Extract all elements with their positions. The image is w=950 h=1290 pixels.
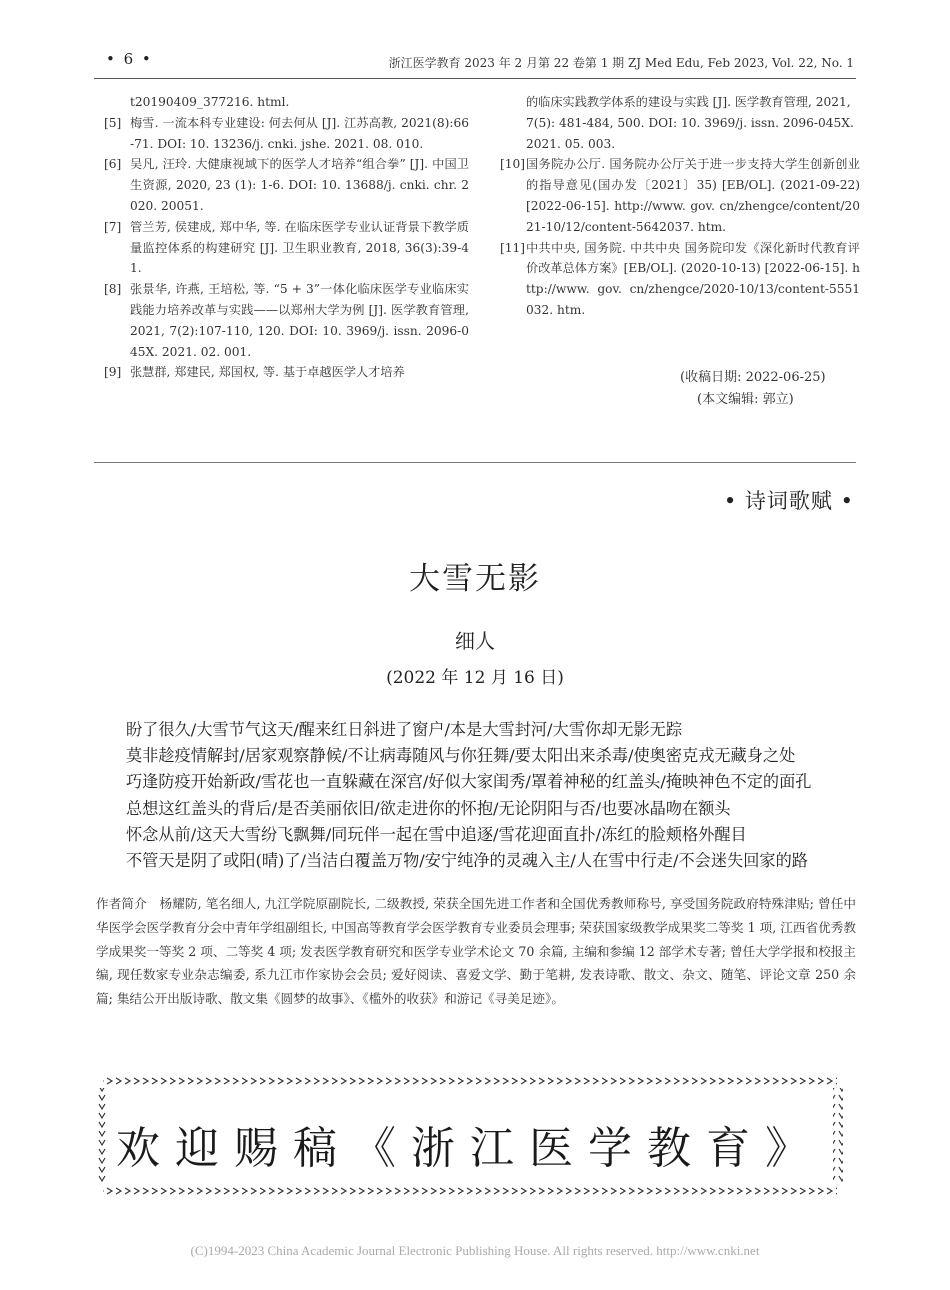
author-bio: 作者简介 杨耀防, 笔名细人, 九江学院原副院长, 二级教授, 荣获全国先进工作者和全国优秀教师称号, 享受国务院政府特殊津贴; 曾任中华医学会医学教育分会中青年学组副组长, 中国高等教育学会医学教育专业委员会理事; 荣获国家级教学成果奖二等奖 1 项, 江西省优秀教学成果奖一等奖 2 项、二等奖 4 项; 发表医学教育研究和医学专业学术论文 70 余篇, 主编和参编 12 部学术专著; 曾任大学学报和校报主编, 现任数家专业杂志编委, 系九江市作家协会会员; 爱好阅读、喜爱文学、勤于笔耕, 发表诗歌、散文、杂文、随笔、评论文章 250 余篇; 集结公开出版诗歌、散文集《圆梦的故事》、《槛外的收获》和游记《寻美足迹》。: [96, 896, 856, 1007]
banner-text: 欢迎赐稿《浙江医学教育》: [116, 1123, 824, 1174]
reference-text: 吴凡, 汪玲. 大健康视域下的医学人才培养“组合拳” [J]. 中国卫生资源, 2020, 23 (1): 1-6. DOI: 10. 13688/j. cnki. chr. 2020. 20051.: [130, 157, 469, 213]
reference-continuation: 的临床实践教学体系的建设与实践 [J]. 医学教育管理, 2021, 7(5): 481-484, 500. DOI: 10. 3969/j. issn. 2096-045X. 2021. 05. 003.: [526, 95, 854, 151]
reference-text: 张慧群, 郑建民, 郑国权, 等. 基于卓越医学人才培养: [130, 365, 405, 380]
poem-title: 大雪无影: [409, 561, 541, 597]
reference-item: [500, 238, 860, 321]
submission-banner: [97, 1076, 843, 1195]
poem-line: 盼了很久/大雪节气这天/醒来红日斜进了窗户/本是大雪封河/大雪你却无影无踪: [126, 720, 683, 739]
reference-number: [6]: [104, 157, 122, 172]
section-divider: [94, 462, 856, 463]
received-date: (收稿日期: 2022-06-25): [680, 370, 826, 385]
reference-item: [104, 279, 469, 362]
reference-number: [11]: [500, 240, 526, 255]
header-rule: [94, 78, 856, 79]
poem-line: 怀念从前/这天大雪纷飞飘舞/同玩伴一起在雪中追逐/雪花迎面直扑/冻红的脸颊格外醒目: [126, 824, 747, 844]
reference-number: [8]: [104, 282, 122, 297]
reference-item: [104, 217, 469, 279]
poem-body: [126, 717, 846, 874]
reference-continuation: t20190409_377216. html.: [130, 95, 290, 109]
copyright-watermark: (C)1994-2023 China Academic Journal Electronic Publishing House. All rights reserved. http://www.cnki.net: [190, 1243, 760, 1258]
column-label: • 诗词歌赋 •: [723, 489, 854, 513]
reference-text: 国务院办公厅. 国务院办公厅关于进一步支持大学生创新创业的指导意见(国办发〔2021〕35) [EB/OL]. (2021-09-22) [2022-06-15]. http://www. gov. cn/zhengce/content/2021-10/12/content-5642037. htm.: [526, 157, 860, 234]
references-right-column: [500, 92, 860, 321]
reference-item: [104, 113, 469, 155]
reference-number: [9]: [104, 365, 122, 380]
reference-text: 张景华, 许燕, 王培松, 等. “5 + 3”一体化临床医学专业临床实践能力培养改革与实践——以郑州大学为例 [J]. 医学教育管理, 2021, 7(2):107-110, 120. DOI: 10. 3969/j. issn. 2096-045X. 2021. 02. 001.: [130, 282, 469, 359]
running-head: 浙江医学教育 2023 年 2 月第 22 卷第 1 期 ZJ Med Edu, Feb 2023, Vol. 22, No. 1: [388, 56, 854, 70]
reference-item: [104, 362, 469, 383]
reference-number: [5]: [104, 115, 122, 130]
poem-line: 总想这红盖头的背后/是否美丽依旧/欲走进你的怀抱/无论阴阳与否/也要冰晶吻在额头: [126, 798, 731, 818]
poem-line: 不管天是阴了或阳(晴)了/当洁白覆盖万物/安宁纯净的灵魂入主/人在雪中行走/不会迷失回家的路: [126, 851, 808, 871]
reference-number: [10]: [500, 157, 526, 172]
reference-text: 中共中央, 国务院. 中共中央 国务院印发《深化新时代教育评价改革总体方案》[EB/OL]. (2020-10-13) [2022-06-15]. http://www. gov. cn/zhengce/2020-10/13/content-5551032. htm.: [526, 240, 860, 317]
reference-text: 梅雪. 一流本科专业建设: 何去何从 [J]. 江苏高教, 2021(8):66-71. DOI: 10. 13236/j. cnki. jshe. 2021. 08. 010.: [130, 115, 469, 151]
reference-text: 管兰芳, 侯建成, 郑中华, 等. 在临床医学专业认证背景下教学质量监控体系的构建研究 [J]. 卫生职业教育, 2018, 36(3):39-41.: [130, 219, 469, 276]
editor-note: (本文编辑: 郭立): [697, 392, 794, 407]
poem-author: 细人: [455, 629, 495, 653]
reference-item: [104, 154, 469, 216]
reference-item: [500, 154, 860, 237]
poem-line: 莫非趁疫情解封/居家观察静候/不让病毒随风与你狂舞/要太阳出来杀毒/使奥密克戎无藏身之处: [126, 746, 796, 766]
poem-line: 巧逢防疫开始新政/雪花也一直躲藏在深宫/好似大家闺秀/罩着神秘的红盖头/掩映神色不定的面孔: [126, 772, 812, 792]
references-left-column: [104, 92, 469, 383]
reference-number: [7]: [104, 219, 122, 234]
page-number: • 6 •: [106, 50, 153, 68]
poem-date: (2022 年 12 月 16 日): [386, 668, 564, 688]
